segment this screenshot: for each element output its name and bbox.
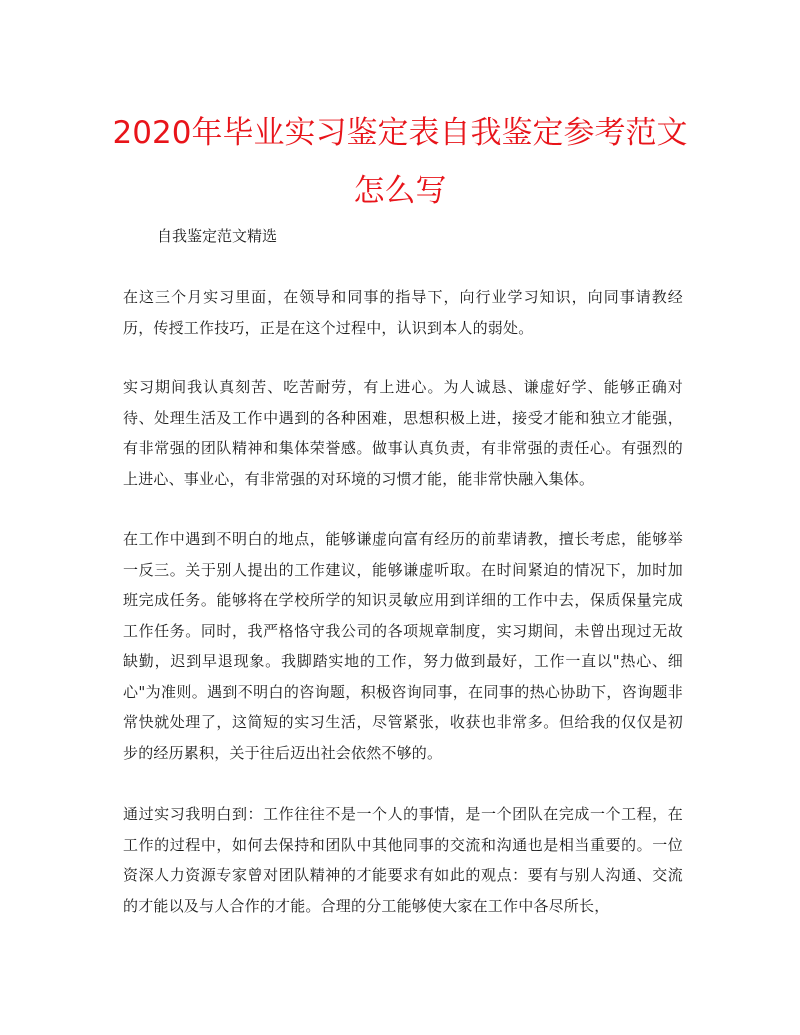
body-paragraph: 通过实习我明白到：工作往往不是一个人的事情，是一个团队在完成一个工程，在工作的过程中，如何去保持和团队中其他同事的交流和沟通也是相当重要的。一位资深人力资源专家曾对团队精神的才能要求有如此的观点：要有与别人沟通、交流的才能以及与人合作的才能。合理的分工能够使大家在工作中各尽所长， [123, 805, 683, 915]
document-subtitle: 自我鉴定范文精选 [157, 227, 278, 245]
body-paragraph: 在这三个月实习里面，在领导和同事的指导下，向行业学习知识，向同事请教经历，传授工作技巧，正是在这个过程中，认识到本人的弱处。 [123, 288, 683, 337]
page-title: 2020年毕业实习鉴定表自我鉴定参考范文怎么写 [112, 115, 688, 209]
body-paragraph: 在工作中遇到不明白的地点，能够谦虚向富有经历的前辈请教，擅长考虑，能够举一反三。关于别人提出的工作建议，能够谦虚听取。在时间紧迫的情况下，加时加班完成任务。能够将在学校所学的知识灵敏应用到详细的工作中去，保质保量完成工作任务。同时，我严格恪守我公司的各项规章制度，实习期间，未曾出现过无故缺勤，迟到早退现象。我脚踏实地的工作，努力做到最好，工作一直以"热心、细心"为准则。遇到不明白的咨询题，积极咨询同事，在同事的热心协助下，咨询题非常快就处理了，这简短的实习生活，尽管紧张，收获也非常多。但给我的仅仅是初步的经历累积，关于往后迈出社会依然不够的。 [123, 530, 683, 762]
body-paragraph: 实习期间我认真刻苦、吃苦耐劳，有上进心。为人诚恳、谦虚好学、能够正确对待、处理生活及工作中遇到的各种困难，思想积极上进，接受才能和独立才能强，有非常强的团队精神和集体荣誉感。做事认真负责，有非常强的责任心。有强烈的上进心、事业心，有非常强的对环境的习惯才能，能非常快融入集体。 [123, 378, 683, 488]
